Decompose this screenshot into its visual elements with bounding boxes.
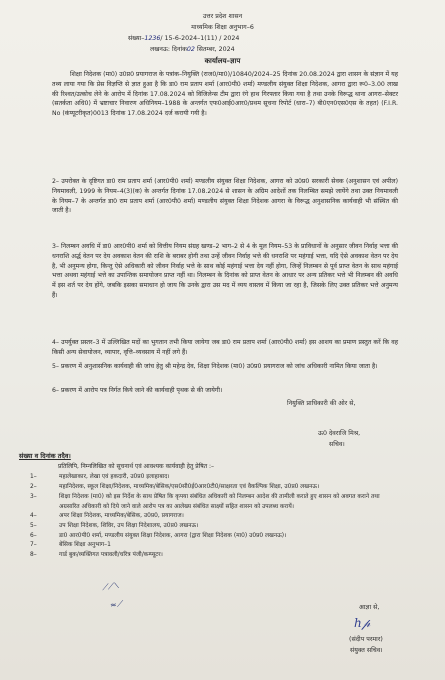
paragraph-6: 6– प्रकरण में आरोप पत्र निर्गत किये जाने की कार्यवाही पृथक से की जायेगी। [52,387,223,394]
closing-order: आज्ञा से, [359,604,380,611]
paragraph-2: 2– उपरोक्त के दृष्टिगत डा0 राम प्रताप शर्मा (आर0पी0 शर्मा) मण्डलीय संयुक्त शिक्षा निदेशक, आगरा को उ0प्र0 सरकारी सेवक (अनुशासन एवं अपील) नियमावली, 1999 के नियम–4(3)(क) के अन्तर्गत दिनांक 17.08.2024 से शासन के अग्रिम आदेशों तक निलम्बित समझे जायेंगे तथा उक्त नियमावली के नियम–7 के अन्तर्गत डा0 राम प्रताप शर्मा (आर0पी0 शर्मा) मण्डलीय संयुक्त शिक्षा निदेशक आगरा के विरूद्ध अनुशासनिक कार्यवाही भी संस्थित की जाती है। [52,178,398,215]
copy-list [30,473,402,560]
letter-number [128,35,239,43]
list-item: 3– शिक्षा निदेशक (मा0) को इस निर्देश के साथ प्रेषित कि कृपया संबंधित अधिकारी को निलम्बन आदेश की तामीली कराते हुए शासन को अवगत कराने तथा अग्रसारित अधिकारी को दिये जाने वाले आरोप पत्र का आलेख्य संबंधित साक्ष्यों सहित शासन को उपलब्ध करायें। [30,494,380,510]
paragraph-1: शिक्षा निदेशक (मा0) उ0प्र0 प्रयागराज के पत्रांक–नियुक्ति (राज0/मा0)/10840/2024–25 दिनांक 20.08.2024 द्वारा शासन के संज्ञान में यह तथ्य लाया गया कि प्रेस विज्ञप्ति से ज्ञात हुआ है कि डा0 राम प्रताप शर्मा (आर0पी0 शर्मा) मण्डलीय संयुक्त शिक्षा निदेशक, आगरा द्वारा रू0–3.00 लाख की रिश्वत/उत्कोच लेने के आरोप में दिनांक 17.08.2024 को विजिलेन्स टीम द्वारा रंगे हाथ गिरफ्तार किया गया है तथा उनके विरूद्ध थाना आगरा–सेक्टर (सतर्कता अधि0) में भ्रष्टाचार निवारण अधिनियम–1988 के अन्तर्गत एफ0आई0आर0/प्रथम सूचना रिपोर्ट (धारा–7) बी0एन0एस0एस के तहत) (F.I.R. No (कंप्यूटरीकृत)0013 दिनांक 17.08.2024 दर्ज करायी गयी है। [52,71,398,118]
closing-designation: संयुक्त सचिव। [350,647,383,654]
paragraph-4: 4– उपर्युक्त प्रस्तर–3 में उल्लिखित मदों का भुगतान तभी किया जायेगा जब डा0 राम प्रताप शर्मा (आर0पी0 शर्मा) इस आशय का प्रमाण प्रस्तुत करें कि वह किसी अन्य सेवायोजन, व्यापार, वृत्ति–व्यवसाय में नहीं लगे हैं। [52,339,398,356]
list-item: 4– अपर शिक्षा निदेशक, माध्यमिक/बेसिक, उ0प्र0, प्रयागराज। [30,513,184,520]
copy-intro: प्रतिलिपि, निम्नलिखित को सूचनार्थ एवं आवश्यक कार्यवाही हेतु प्रेषित :– [58,463,215,470]
date-handwritten: 02 [186,46,195,53]
copy-heading: संख्या व दिनांक तदैव। [19,452,71,460]
number-rest: / 15-6-2024–1(11) / 2024 [160,35,240,42]
officer-name: ऊ0 देवराजि मिश्र, [318,430,361,437]
signature-mark: h𝓅 [354,616,371,630]
letter-date [150,46,235,54]
stamp-mark: ⟋⟋⟍ [101,580,120,593]
paragraph-3: 3– निलम्बन अवधि में डा0 आर0पी0 शर्मा को वित्तीय नियम संग्रह खण्ड–2 भाग–2 से 4 के मूल नियम–53 के प्राविधानों के अनुसार जीवन निर्वाह भत्ता की धनराशि अर्द्ध वेतन पर देय अवकाश वेतन की राशि के बराबर होगी तथा उन्हें जीवन निर्वाह भत्ते की धनराशि पर महंगाई भत्ता, यदि ऐसे अवकाश वेतन पर देय है, भी अनुमन्य होगा, किन्तु ऐसे अधिकारी को जीवन निर्वाह भत्ते के साथ कोई महंगाई भत्ता देय नहीं होगा, जिन्हें निलम्बन से पूर्व प्राप्त वेतन के साथ महंगाई भत्ता अथवा महंगाई भत्ते का उपान्तिक समायोजन प्राप्त नहीं था। निलम्बन के दिनांक को प्राप्त वेतन के आधार पर अन्य प्रतिकर भत्ते भी निलम्बन की अवधि में इस शर्त पर देय होंगे, जबकि इसका समाधान हो जाय कि उनके द्वारा उस मद में व्यय वास्तव में किया जा रहा है, जिसके लिए उक्त प्रतिकर भत्ते अनुमन्य हैं। [52,243,398,299]
number-label: संख्या– [128,35,145,42]
officer-designation: सचिव। [329,441,345,448]
order-by-text: नियुक्ति प्राधिकारी की ओर से, [287,400,356,407]
number-handwritten: 1236 [144,35,161,42]
department-heading: माध्यमिक शिक्षा अनुभाग–6 [191,24,254,31]
list-item: 8– गार्ड बुक/व्यक्तिगत पत्रावली/चरित्र पंजी/कम्प्यूटर। [30,551,163,558]
date-rest: सितम्बर, 2024 [196,46,235,53]
govt-heading: उत्तर प्रदेश शासन [202,13,243,20]
memo-title: कार्यालय–ज्ञाप [204,57,241,65]
closing-name: (संदीप परमार) [349,636,383,643]
list-item: 6– डा0 आर0पी0 शर्मा, मण्डलीय संयुक्त शिक्षा निदेशक, आगरा (द्वारा शिक्षा निदेशक (मा0) उ0प्र0 लखनऊ)। [30,532,287,539]
paragraph-5: 5– प्रकरण में अनुशासनिक कार्यवाही की जांच हेतु श्री महेन्द्र देव, शिक्षा निदेशक (मा0) उ0प्र0 प्रयागराज को जांच अधिकारी नामित किया जाता है। [52,363,378,370]
stamp-mark-2: ≈⟋ [109,599,123,610]
list-item: 7– बेसिक शिक्षा अनुभाग–1 [30,542,111,549]
list-item: 5– उप शिक्षा निदेशक, शिविर, उप शिक्षा निदेशालय, उ0प्र0 लखनऊ। [30,522,199,529]
list-item: 1– महालेखाकार, लेखा एवं हकदारी, उ0प्र0 इलाहाबाद। [30,474,170,480]
list-item: 2– महानिदेशक, स्कूल शिक्षा/निदेशक, माध्यमिक/बेसिक/एस0सी0ई0आर0टी0/साक्षरता एवं वैकल्पिक शिक्षा, उ0प्र0 लखनऊ। [30,483,320,490]
date-label: लखनऊ: दिनांक [150,46,187,53]
